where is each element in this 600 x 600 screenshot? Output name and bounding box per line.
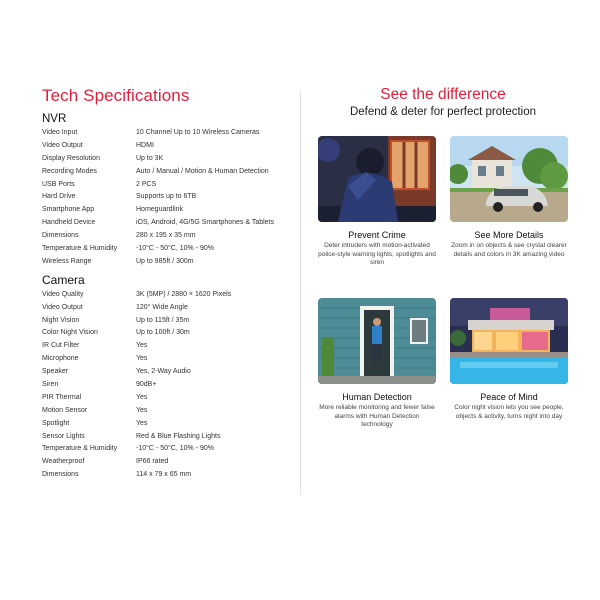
spec-label: Wireless Range xyxy=(42,257,92,265)
spec-label: Motion Sensor xyxy=(42,406,88,414)
spec-row xyxy=(42,166,292,179)
spec-label: PIR Thermal xyxy=(42,393,82,401)
peace-of-mind-image xyxy=(450,298,568,384)
spec-row xyxy=(42,204,292,217)
spec-row xyxy=(42,127,292,140)
spec-label: Hard Drive xyxy=(42,193,76,201)
spec-label: Color Night Vision xyxy=(42,329,98,337)
tech-specifications-panel xyxy=(42,86,292,482)
spec-value: -10°C - 50°C, 10% - 90% xyxy=(136,245,214,253)
difference-panel xyxy=(310,86,576,118)
see-more-details-title: See More Details xyxy=(474,230,544,240)
spec-label: Dimensions xyxy=(42,471,79,479)
prevent-crime-text: Deter intruders with motion-activated police-style warning lights, spotlights and siren xyxy=(318,242,436,267)
spec-row xyxy=(42,418,292,431)
human-detection-image xyxy=(318,298,436,384)
spec-value: Up to 115ft / 35m xyxy=(136,316,190,324)
spec-row xyxy=(42,366,292,379)
spec-row xyxy=(42,353,292,366)
spec-row xyxy=(42,302,292,315)
see-more-details-image xyxy=(450,136,568,222)
spec-label: Speaker xyxy=(42,368,69,376)
spec-row xyxy=(42,153,292,166)
spec-value: 2 PCS xyxy=(136,180,157,188)
spec-label: Recording Modes xyxy=(42,167,97,175)
spec-label: Temperature & Humidity xyxy=(42,445,118,453)
feature-card-human-detection xyxy=(318,298,436,430)
spec-value: Yes xyxy=(136,355,148,363)
spec-row xyxy=(42,327,292,340)
spec-value: Yes xyxy=(136,406,148,414)
spec-row xyxy=(42,379,292,392)
see-more-details-text: Zoom in on objects & see crystal clearer details and colors in 3K amazing video xyxy=(451,242,567,258)
spec-label: Dimensions xyxy=(42,232,79,240)
spec-row xyxy=(42,405,292,418)
spec-label: Spotlight xyxy=(42,419,70,427)
human-detection-text: More reliable monitoring and fewer false alarms with Human Detection technology xyxy=(319,404,435,429)
spec-label: Temperature & Humidity xyxy=(42,245,118,253)
spec-value: Yes, 2-Way Audio xyxy=(136,368,191,376)
spec-value: 280 x 195 x 35 mm xyxy=(136,232,196,240)
vertical-divider xyxy=(300,90,301,495)
spec-label: Night Vision xyxy=(42,316,80,324)
spec-value: Up to 985ft / 300m xyxy=(136,257,194,265)
spec-value: iOS, Android, 4G/5G Smartphones & Tablets xyxy=(136,219,275,227)
spec-value: -10°C - 50°C, 10% - 90% xyxy=(136,445,214,453)
spec-row xyxy=(42,179,292,192)
spec-value: Up to 3K xyxy=(136,154,164,162)
spec-value: HDMI xyxy=(136,141,154,149)
spec-value: Supports up to 6TB xyxy=(136,193,197,201)
spec-row xyxy=(42,243,292,256)
spec-row xyxy=(42,140,292,153)
spec-label: Handheld Device xyxy=(42,219,96,227)
nvr-heading: NVR xyxy=(42,113,67,125)
spec-label: Sensor Lights xyxy=(42,432,85,440)
feature-card-prevent-crime xyxy=(318,136,436,268)
spec-value: 90dB+ xyxy=(136,381,157,389)
feature-card-see-more-details xyxy=(450,136,568,259)
spec-label: USB Ports xyxy=(42,180,75,188)
nvr-spec-list xyxy=(42,127,292,269)
spec-value: Yes xyxy=(136,342,148,350)
spec-row xyxy=(42,256,292,269)
spec-row xyxy=(42,340,292,353)
spec-label: Video Output xyxy=(42,141,83,149)
spec-label: Siren xyxy=(42,381,59,389)
spec-value: 10 Channel Up to 10 Wireless Cameras xyxy=(136,129,260,136)
spec-value: 120° Wide Angle xyxy=(136,303,188,311)
spec-label: Video Input xyxy=(42,129,78,136)
spec-value: IP66 rated xyxy=(136,458,169,466)
camera-heading: Camera xyxy=(42,272,85,287)
spec-row xyxy=(42,456,292,469)
tech-specs-title: Tech Specifications xyxy=(42,86,190,105)
spec-label: Microphone xyxy=(42,355,79,363)
spec-value: Yes xyxy=(136,419,148,427)
spec-value: Yes xyxy=(136,393,148,401)
difference-title: See the difference xyxy=(380,86,506,103)
spec-label: IR Cut Filter xyxy=(42,342,80,350)
spec-row xyxy=(42,443,292,456)
prevent-crime-image xyxy=(318,136,436,222)
spec-value: Up to 100ft / 30m xyxy=(136,329,190,337)
spec-value: Red & Blue Flashing Lights xyxy=(136,432,221,440)
spec-label: Smartphone App xyxy=(42,206,95,214)
spec-label: Video Quality xyxy=(42,290,84,298)
spec-row xyxy=(42,315,292,328)
human-detection-title: Human Detection xyxy=(342,392,412,402)
spec-row xyxy=(42,217,292,230)
spec-value: 3K (5MP) / 2880 × 1620 Pixels xyxy=(136,290,232,298)
spec-label: Video Output xyxy=(42,303,83,311)
spec-label: Display Resolution xyxy=(42,154,100,162)
spec-row xyxy=(42,469,292,482)
spec-value: Auto / Manual / Motion & Human Detection xyxy=(136,167,269,175)
spec-row xyxy=(42,431,292,444)
spec-label: Weatherproof xyxy=(42,458,85,466)
difference-subtitle: Defend & deter for perfect protection xyxy=(349,106,537,118)
spec-value: Homeguardlink xyxy=(136,206,184,214)
camera-spec-list xyxy=(42,289,292,482)
spec-row xyxy=(42,392,292,405)
spec-value: 114 x 79 x 65 mm xyxy=(136,471,192,479)
prevent-crime-title: Prevent Crime xyxy=(348,230,406,240)
peace-of-mind-title: Peace of Mind xyxy=(480,392,538,402)
spec-row xyxy=(42,289,292,302)
feature-card-peace-of-mind xyxy=(450,298,568,421)
spec-row xyxy=(42,230,292,243)
peace-of-mind-text: Color night vision lets you see people, objects & activity, turns night into day xyxy=(454,404,564,420)
spec-row xyxy=(42,191,292,204)
